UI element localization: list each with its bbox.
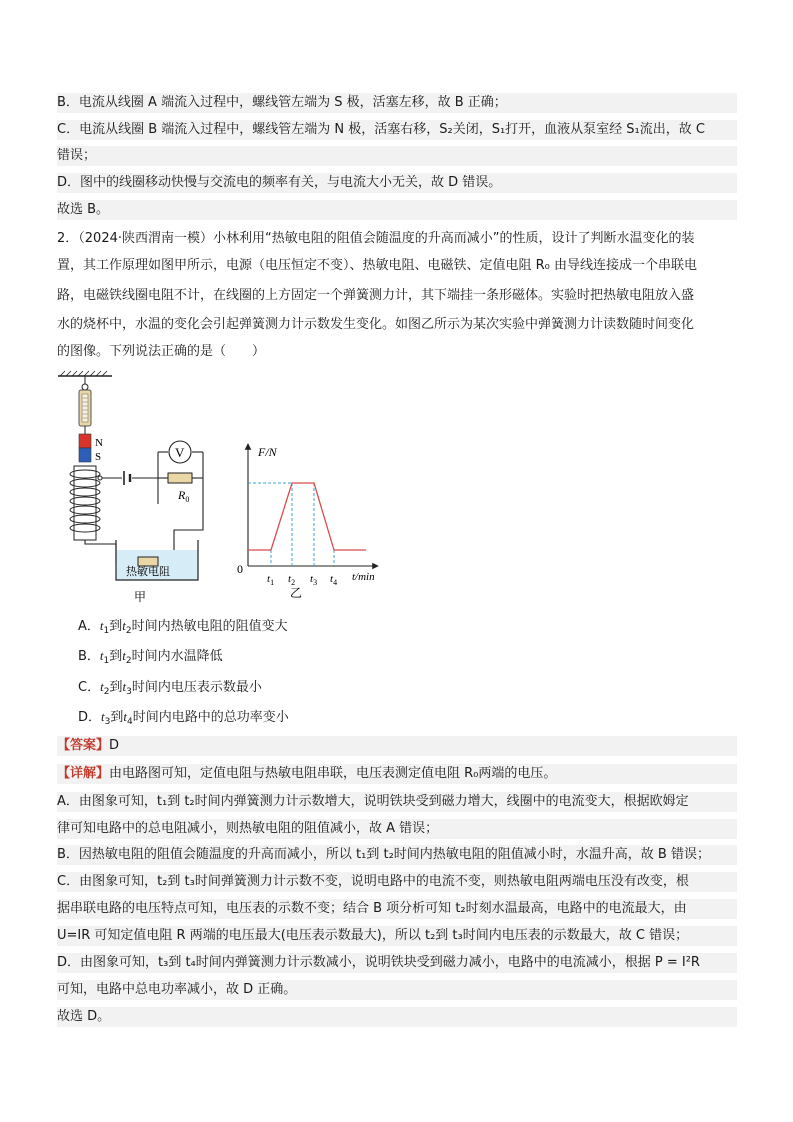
option-a-mid: 到	[109, 619, 123, 634]
magnet-north	[79, 434, 91, 448]
detail-d-line1: D．由图象可知，t₃到 t₄时间内弹簧测力计示数减小，说明铁块受到磁力减小，电路中的电流减小，根据 P = I²R	[57, 953, 737, 973]
option-a-var1: t	[99, 618, 104, 633]
detail-c-line3: U=IR 可知定值电阻 R 两端的电压最大(电压表示数最大)，所以 t₂到 t₃时间内电压表的示数最大，故 C 错误；	[57, 926, 737, 946]
option-c-text: 时间内电压表示数最小	[131, 680, 262, 695]
option-d-sub1: 3	[104, 717, 111, 727]
magnet-n-label: N	[95, 437, 103, 449]
option-b-sub1: 1	[103, 656, 110, 666]
option-b-sub2: 2	[125, 656, 132, 666]
question-line-1: 2．（2024·陕西渭南一模）小林利用“热敏电阻的阻值会随温度的升高而减小”的性质，设计了判断水温变化的装	[57, 231, 695, 246]
detail-intro-line	[57, 764, 737, 784]
option-c-mid: 到	[109, 680, 123, 695]
tick-label-t4: $t_4$	[330, 573, 338, 587]
option-a-sub2: 2	[125, 626, 132, 636]
option-a-text: 时间内热敏电阻的阻值变大	[131, 619, 288, 634]
prev-option-d: D．图中的线圈移动快慢与交流电的频率有关，与电流大小无关，故 D 错误。	[57, 173, 737, 193]
option-b-mid: 到	[109, 649, 123, 664]
detail-a-line1: A．由图象可知，t₁到 t₂时间内弹簧测力计示数增大，说明铁块受到磁力增大，线圈中的电流变大，根据欧姆定	[57, 792, 737, 812]
resistor-subscript: 0	[185, 495, 190, 504]
detail-label: 【详解】	[57, 766, 110, 781]
force-time-graph	[228, 372, 388, 602]
option-d-sub2: 4	[127, 717, 133, 727]
option-a[interactable]	[78, 616, 288, 641]
force-curve	[248, 483, 366, 550]
x-axis-label: t/min	[352, 571, 375, 583]
option-d-mid: 到	[110, 710, 124, 725]
option-a-letter: A．	[78, 619, 100, 634]
question-line-2: 置，其工作原理如图甲所示，电源（电压恒定不变）、热敏电阻、电磁铁、定值电阻 R₀ 由导线连接成一个串联电	[57, 258, 698, 273]
option-a-sub1: 1	[103, 626, 110, 636]
prev-option-c-line2: 错误；	[57, 146, 737, 166]
fixed-resistor	[168, 473, 192, 483]
question-line-4: 水的烧杯中，水温的变化会引起弹簧测力计示数发生变化。如图乙所示为某次实验中弹簧测力计读数随时间变化	[57, 317, 695, 332]
tick-label-t2: $t_2$	[288, 573, 296, 587]
magnet-s-label: S	[95, 451, 102, 463]
option-d-var1: t	[101, 709, 105, 724]
prev-option-c-line1: C．电流从线圈 B 端流入过程中，螺线管左端为 N 极，活塞右移，S₂关闭，S₁打开，血液从泵室经 S₁流出，故 C	[57, 120, 737, 140]
origin-label: 0	[237, 562, 243, 576]
option-d[interactable]	[78, 707, 289, 732]
detail-final-answer: 故选 D。	[57, 1007, 737, 1027]
option-b[interactable]	[78, 646, 223, 671]
figure-b-caption: 乙	[290, 586, 303, 600]
resistor-label: R	[178, 488, 186, 502]
detail-intro: 由电路图可知，定值电阻与热敏电阻串联，电压表测定值电阻 R₀两端的电压。	[109, 766, 557, 781]
option-d-text: 时间内电路中的总功率变小	[132, 710, 289, 725]
answer-label: 【答案】	[57, 738, 110, 753]
option-c[interactable]	[78, 677, 262, 702]
circuit-diagram-a	[50, 368, 230, 608]
option-b-var2: t	[122, 648, 126, 663]
prev-final-answer: 故选 B。	[57, 200, 737, 220]
thermistor-label: 热敏电阻	[126, 565, 170, 578]
figure-a-caption: 甲	[134, 590, 147, 604]
option-d-letter: D．	[78, 710, 102, 725]
option-d-var2: t	[123, 709, 128, 724]
tick-label-t1: $t_1$	[267, 573, 275, 587]
voltmeter-label: V	[175, 445, 185, 460]
answer-line	[57, 736, 737, 756]
option-c-var2: t	[122, 679, 127, 694]
detail-d-line2: 可知，电路中总电功率减小，故 D 正确。	[57, 980, 737, 1000]
detail-c-line1: C．由图象可知，t₂到 t₃时间弹簧测力计示数不变，说明电路中的电流不变，则热敏电阻两端电压没有改变，根	[57, 872, 737, 892]
prev-option-b: B．电流从线圈 A 端流入过程中，螺线管左端为 S 极，活塞左移，故 B 正确；	[57, 93, 737, 113]
option-b-letter: B．	[78, 649, 100, 664]
option-b-var1: t	[99, 648, 104, 663]
option-c-sub2: 3	[126, 687, 132, 697]
svg-text:R0	[177, 488, 189, 504]
option-c-var1: t	[100, 679, 104, 694]
detail-a-line2: 律可知电路中的总电阻减小，则热敏电阻的阻值减小，故 A 错误；	[57, 819, 737, 839]
option-c-sub1: 2	[103, 687, 110, 697]
question-line-3: 路，电磁铁线圈电阻不计，在线圈的上方固定一个弹簧测力计，其下端挂一条形磁体。实验时把热敏电阻放入盛	[57, 288, 695, 303]
y-axis-label: F/N	[258, 445, 277, 459]
detail-c-line2: 据串联电路的电压特点可知，电压表的示数不变；结合 B 项分析可知 t₂时刻水温最高，电路中的电流最大，由	[57, 899, 737, 919]
tick-label-t3: $t_3$	[310, 573, 318, 587]
answer-value: D	[109, 738, 120, 753]
magnet-south	[79, 448, 91, 462]
option-c-letter: C．	[78, 680, 101, 695]
question-line-5: 的图像。下列说法正确的是（ ）	[57, 344, 266, 359]
option-a-var2: t	[122, 618, 126, 633]
detail-b-line1: B．因热敏电阻的阻值会随温度的升高而减小，所以 t₁到 t₂时间内热敏电阻的阻值减小时，水温升高，故 B 错误；	[57, 845, 737, 865]
option-b-text: 时间内水温降低	[131, 649, 223, 664]
